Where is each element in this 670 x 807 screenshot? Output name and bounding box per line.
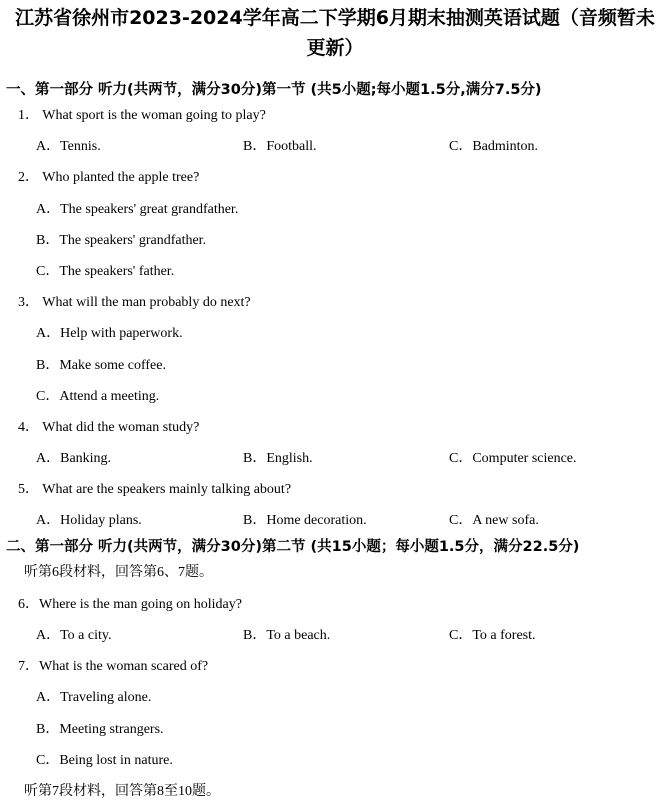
q7-option-c: C．Being lost in nature. [36, 753, 173, 768]
section-heading-2: 二、第一部分 听力(共两节，满分30分)第二节 (共15小题；每小题1.5分，满分22.5分) [6, 539, 580, 555]
question-7: 7．What is the woman scared of? [18, 659, 209, 674]
q1-option-a: A．Tennis. [36, 139, 101, 154]
q1-option-b: B．Football. [243, 139, 317, 154]
question-4: 4． What did the woman study? [18, 420, 200, 435]
q4-option-b: B．English. [243, 451, 313, 466]
q2-option-b: B．The speakers' grandfather. [36, 233, 207, 248]
q3-option-a: A．Help with paperwork. [36, 326, 183, 341]
listening-note-6: 听第6段材料，回答第6、7题。 [24, 565, 213, 580]
section-heading-1: 一、第一部分 听力(共两节，满分30分)第一节 (共5小题;每小题1.5分,满分7.5分) [6, 82, 542, 98]
q6-option-c: C．To a forest. [449, 628, 536, 643]
q6-option-b: B．To a beach. [243, 628, 331, 643]
question-1: 1． What sport is the woman going to play? [18, 108, 266, 123]
q5-option-c: C．A new sofa. [449, 513, 539, 528]
question-5: 5． What are the speakers mainly talking about? [18, 482, 292, 497]
q2-option-a: A．The speakers' great grandfather. [36, 202, 239, 217]
q2-option-c: C．The speakers' father. [36, 264, 175, 279]
q7-option-a: A．Traveling alone. [36, 690, 152, 705]
q3-option-c: C．Attend a meeting. [36, 389, 160, 404]
question-3: 3． What will the man probably do next? [18, 295, 251, 310]
q5-option-a: A．Holiday plans. [36, 513, 142, 528]
q4-option-a: A．Banking. [36, 451, 112, 466]
q1-option-c: C．Badminton. [449, 139, 539, 154]
q6-option-a: A．To a city. [36, 628, 112, 643]
q5-option-b: B．Home decoration. [243, 513, 367, 528]
q7-option-b: B．Meeting strangers. [36, 722, 164, 737]
q4-option-c: C．Computer science. [449, 451, 577, 466]
question-2: 2． Who planted the apple tree? [18, 170, 200, 185]
q3-option-b: B．Make some coffee. [36, 358, 166, 373]
page-title: 江苏省徐州市2023-2024学年高二下学期6月期末抽测英语试题（音频暂未更新） [15, 7, 655, 59]
question-6: 6．Where is the man going on holiday? [18, 597, 242, 612]
listening-note-7: 听第7段材料，回答第8至10题。 [24, 784, 220, 799]
